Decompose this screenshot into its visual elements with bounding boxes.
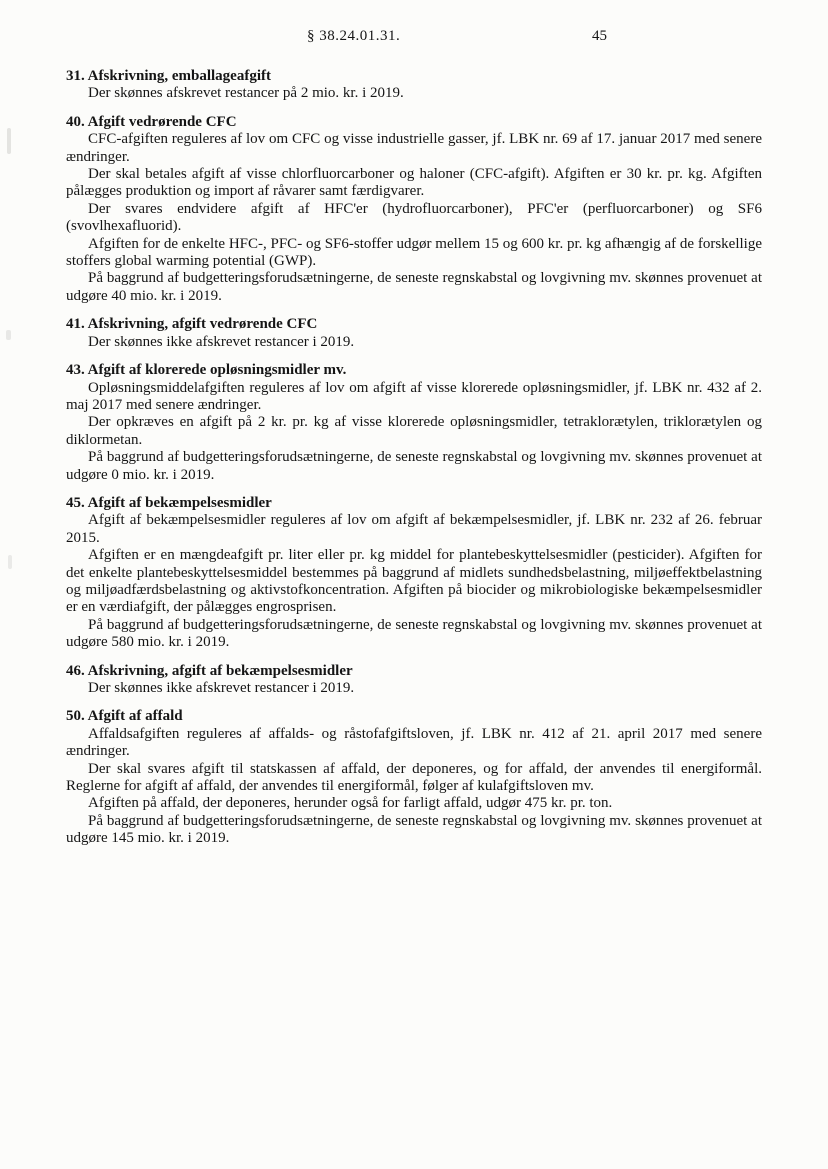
section-reference: § 38.24.01.31. <box>307 28 401 44</box>
section-paragraph: På baggrund af budgetteringsforudsætningerne, de seneste regnskabstal og lovgivning mv. skønnes provenuet at udgøre 40 mio. kr. i 2019. <box>66 270 762 304</box>
document-section <box>66 114 762 305</box>
document-section <box>66 663 762 698</box>
scan-artifact <box>8 555 12 569</box>
section-paragraph: På baggrund af budgetteringsforudsætningerne, de seneste regnskabstal og lovgivning mv. skønnes provenuet at udgøre 145 mio. kr. i 2019. <box>66 812 762 847</box>
section-paragraph: Der opkræves en afgift på 2 kr. pr. kg af visse klorerede opløsningsmidler, tetraklorætylen, triklorætylen og diklormetan. <box>66 414 762 448</box>
section-heading: 45. Afgift af bekæmpelsesmidler <box>66 494 272 511</box>
section-paragraph: Opløsningsmiddelafgiften reguleres af lov om afgift af visse klorerede opløsningsmidler, jf. LBK nr. 432 af 2. maj 2017 med senere ændringer. <box>66 379 762 413</box>
scan-artifact <box>7 128 11 154</box>
document-section <box>66 316 762 351</box>
section-heading: 31. Afskrivning, emballageafgift <box>66 68 271 84</box>
section-heading: 50. Afgift af affald <box>66 708 183 725</box>
section-paragraph: På baggrund af budgetteringsforudsætningerne, de seneste regnskabstal og lovgivning mv. skønnes provenuet at udgøre 0 mio. kr. i 2019. <box>66 449 762 483</box>
section-paragraph: Afgiften på affald, der deponeres, herunder også for farligt affald, udgør 475 kr. pr. ton. <box>88 795 613 812</box>
section-paragraph: Affaldsafgiften reguleres af affalds- og råstofafgiftsloven, jf. LBK nr. 412 af 21. april 2017 med senere ændringer. <box>66 725 762 760</box>
document-section <box>66 68 762 103</box>
section-paragraph: Der svares endvidere afgift af HFC'er (hydrofluorcarboner), PFC'er (perfluorcarboner) og SF6 (svovlhexafluorid). <box>66 200 762 235</box>
document-section <box>66 495 762 652</box>
document-section <box>66 362 762 484</box>
scan-artifact <box>6 330 11 340</box>
section-paragraph: Afgift af bekæmpelsesmidler reguleres af lov om afgift af bekæmpelsesmidler, jf. LBK nr. 232 af 26. februar 2015. <box>66 512 762 546</box>
section-paragraph: På baggrund af budgetteringsforudsætningerne, de seneste regnskabstal og lovgivning mv. skønnes provenuet at udgøre 580 mio. kr. i 2019. <box>66 616 762 651</box>
section-paragraph: Der skønnes afskrevet restancer på 2 mio. kr. i 2019. <box>88 85 404 102</box>
section-paragraph: Afgiften for de enkelte HFC-, PFC- og SF6-stoffer udgør mellem 15 og 600 kr. pr. kg afhængig af de forskellige stoffers global warming potential (GWP). <box>66 235 762 270</box>
section-paragraph: Afgiften er en mængdeafgift pr. liter eller pr. kg middel for plantebeskyttelsesmidler (pesticider). Afgiften for det enkelte plantebeskyttelsesmiddel bestemmes på baggrund af midlets sundhedsbelastning, miljøeffektbelastning og miljøadfærdsbelastning og aktivstofkoncentration. Afgiften på biocider og mikrobiologiske bekæmpelsesmidler er en værdiafgift, der pålægges engrosprisen. <box>66 547 762 616</box>
section-paragraph: Der skal svares afgift til statskassen af affald, der deponeres, og for affald, der anvendes til energiformål. Reglerne for afgift af affald, der anvendes til energiformål, følger af kulafgiftsloven mv. <box>66 760 762 795</box>
section-paragraph: Der skønnes ikke afskrevet restancer i 2019. <box>88 333 355 350</box>
page-number: 45 <box>592 28 607 44</box>
section-heading: 43. Afgift af klorerede opløsningsmidler mv. <box>66 362 347 379</box>
section-paragraph: Der skal betales afgift af visse chlorfluorcarboner og haloner (CFC-afgift). Afgiften er 30 kr. pr. kg. Afgiften pålægges produktion og import af råvarer samt færdigvarer. <box>66 166 762 200</box>
section-paragraph: Der skønnes ikke afskrevet restancer i 2019. <box>88 680 355 696</box>
section-heading: 46. Afskrivning, afgift af bekæmpelsesmidler <box>66 662 353 679</box>
document-section <box>66 708 762 847</box>
page-header <box>0 28 828 48</box>
section-heading: 40. Afgift vedrørende CFC <box>66 113 237 130</box>
section-paragraph: CFC-afgiften reguleres af lov om CFC og visse industrielle gasser, jf. LBK nr. 69 af 17. januar 2017 med senere ændringer. <box>66 131 762 165</box>
section-heading: 41. Afskrivning, afgift vedrørende CFC <box>66 316 318 333</box>
document-body <box>66 68 762 848</box>
